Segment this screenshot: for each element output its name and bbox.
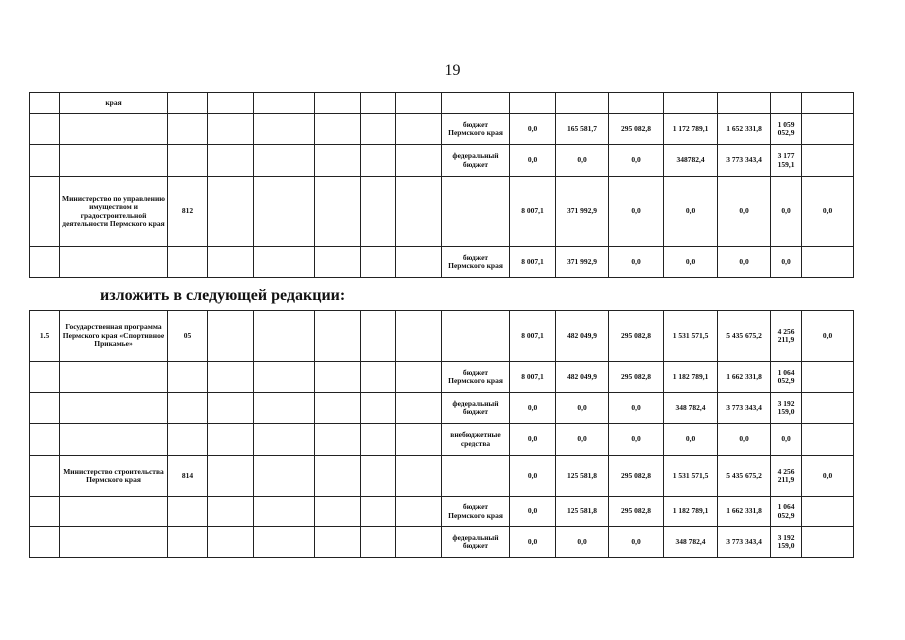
value-cell: 0,0 bbox=[802, 456, 854, 497]
empty-cell bbox=[396, 497, 442, 527]
value-cell: 1 182 789,1 bbox=[664, 362, 718, 393]
value-cell: 1 662 331,8 bbox=[718, 497, 771, 527]
empty-cell bbox=[361, 93, 396, 114]
funding-source-cell bbox=[442, 93, 510, 114]
value-cell: 348782,4 bbox=[664, 145, 718, 177]
funding-source-cell: бюджет Пермского края bbox=[442, 362, 510, 393]
value-cell: 3 773 343,4 bbox=[718, 145, 771, 177]
empty-cell bbox=[315, 424, 361, 456]
empty-cell bbox=[315, 527, 361, 558]
value-cell: 0,0 bbox=[609, 177, 664, 247]
value-cell: 1 531 571,5 bbox=[664, 456, 718, 497]
empty-cell bbox=[361, 247, 396, 278]
value-cell bbox=[802, 527, 854, 558]
table-row bbox=[30, 247, 854, 278]
value-cell: 1 172 789,1 bbox=[664, 114, 718, 145]
value-cell: 8 007,1 bbox=[510, 362, 556, 393]
value-cell: 0,0 bbox=[609, 424, 664, 456]
empty-cell bbox=[315, 311, 361, 362]
value-cell: 0,0 bbox=[556, 527, 609, 558]
value-cell bbox=[802, 145, 854, 177]
value-cell: 8 007,1 bbox=[510, 311, 556, 362]
empty-cell bbox=[396, 247, 442, 278]
table-row bbox=[30, 497, 854, 527]
value-cell: 295 082,8 bbox=[609, 456, 664, 497]
value-cell bbox=[802, 362, 854, 393]
row-code-cell: 814 bbox=[168, 456, 208, 497]
value-cell: 5 435 675,2 bbox=[718, 311, 771, 362]
value-cell: 0,0 bbox=[556, 393, 609, 424]
value-cell: 295 082,8 bbox=[609, 114, 664, 145]
empty-cell bbox=[254, 311, 315, 362]
empty-cell bbox=[254, 177, 315, 247]
empty-cell bbox=[315, 362, 361, 393]
row-name-cell bbox=[60, 424, 168, 456]
row-number-cell bbox=[30, 456, 60, 497]
value-cell: 0,0 bbox=[609, 393, 664, 424]
value-cell: 3 192 159,0 bbox=[771, 393, 802, 424]
value-cell: 1 531 571,5 bbox=[664, 311, 718, 362]
value-cell: 295 082,8 bbox=[609, 362, 664, 393]
row-number-cell bbox=[30, 527, 60, 558]
value-cell: 482 049,9 bbox=[556, 362, 609, 393]
value-cell: 3 192 159,0 bbox=[771, 527, 802, 558]
funding-source-cell bbox=[442, 311, 510, 362]
funding-source-cell: внебюджетные средства bbox=[442, 424, 510, 456]
value-cell: 0,0 bbox=[718, 247, 771, 278]
empty-cell bbox=[254, 527, 315, 558]
row-number-cell bbox=[30, 247, 60, 278]
value-cell bbox=[556, 93, 609, 114]
row-number-cell bbox=[30, 362, 60, 393]
empty-cell bbox=[254, 114, 315, 145]
empty-cell bbox=[315, 177, 361, 247]
empty-cell bbox=[396, 177, 442, 247]
row-name-cell bbox=[60, 527, 168, 558]
row-number-cell bbox=[30, 497, 60, 527]
empty-cell bbox=[254, 424, 315, 456]
value-cell: 0,0 bbox=[510, 114, 556, 145]
row-name-cell bbox=[60, 362, 168, 393]
value-cell: 0,0 bbox=[556, 145, 609, 177]
funding-source-cell: федеральный бюджет bbox=[442, 145, 510, 177]
empty-cell bbox=[361, 362, 396, 393]
value-cell: 4 256 211,9 bbox=[771, 456, 802, 497]
value-cell bbox=[718, 93, 771, 114]
value-cell bbox=[664, 93, 718, 114]
funding-source-cell: бюджет Пермского края bbox=[442, 497, 510, 527]
value-cell bbox=[802, 93, 854, 114]
value-cell: 1 059 052,9 bbox=[771, 114, 802, 145]
empty-cell bbox=[396, 145, 442, 177]
empty-cell bbox=[208, 311, 254, 362]
budget-table-old bbox=[29, 92, 854, 278]
row-number-cell bbox=[30, 93, 60, 114]
budget-table-new bbox=[29, 310, 854, 558]
value-cell: 371 992,9 bbox=[556, 177, 609, 247]
empty-cell bbox=[396, 362, 442, 393]
empty-cell bbox=[254, 362, 315, 393]
row-number-cell bbox=[30, 177, 60, 247]
value-cell: 4 256 211,9 bbox=[771, 311, 802, 362]
table-row bbox=[30, 177, 854, 247]
row-number-cell: 1.5 bbox=[30, 311, 60, 362]
row-number-cell bbox=[30, 114, 60, 145]
value-cell: 1 064 052,9 bbox=[771, 497, 802, 527]
value-cell: 0,0 bbox=[510, 145, 556, 177]
value-cell: 1 064 052,9 bbox=[771, 362, 802, 393]
value-cell: 1 182 789,1 bbox=[664, 497, 718, 527]
section-heading: изложить в следующей редакции: bbox=[100, 287, 346, 304]
value-cell: 0,0 bbox=[771, 177, 802, 247]
value-cell: 1 652 331,8 bbox=[718, 114, 771, 145]
table-row bbox=[30, 145, 854, 177]
table-row bbox=[30, 456, 854, 497]
value-cell: 0,0 bbox=[609, 145, 664, 177]
row-name-cell: Государственная программа Пермского края «Спортивное Прикамье» bbox=[60, 311, 168, 362]
value-cell: 0,0 bbox=[510, 424, 556, 456]
empty-cell bbox=[315, 456, 361, 497]
row-code-cell: 05 bbox=[168, 311, 208, 362]
row-code-cell bbox=[168, 362, 208, 393]
empty-cell bbox=[361, 311, 396, 362]
row-code-cell bbox=[168, 393, 208, 424]
value-cell: 348 782,4 bbox=[664, 527, 718, 558]
value-cell: 8 007,1 bbox=[510, 247, 556, 278]
empty-cell bbox=[361, 393, 396, 424]
value-cell: 348 782,4 bbox=[664, 393, 718, 424]
row-number-cell bbox=[30, 145, 60, 177]
funding-source-cell: бюджет Пермского края bbox=[442, 114, 510, 145]
empty-cell bbox=[208, 393, 254, 424]
value-cell: 0,0 bbox=[510, 393, 556, 424]
empty-cell bbox=[208, 424, 254, 456]
value-cell bbox=[802, 497, 854, 527]
value-cell: 5 435 675,2 bbox=[718, 456, 771, 497]
row-code-cell bbox=[168, 247, 208, 278]
value-cell: 295 082,8 bbox=[609, 497, 664, 527]
funding-source-cell bbox=[442, 456, 510, 497]
empty-cell bbox=[208, 247, 254, 278]
value-cell: 3 773 343,4 bbox=[718, 393, 771, 424]
row-code-cell bbox=[168, 424, 208, 456]
row-code-cell bbox=[168, 145, 208, 177]
row-name-cell bbox=[60, 497, 168, 527]
row-code-cell bbox=[168, 497, 208, 527]
empty-cell bbox=[254, 456, 315, 497]
value-cell: 0,0 bbox=[664, 177, 718, 247]
table-row bbox=[30, 114, 854, 145]
value-cell: 0,0 bbox=[664, 424, 718, 456]
value-cell: 0,0 bbox=[510, 527, 556, 558]
empty-cell bbox=[396, 311, 442, 362]
table2-body bbox=[30, 311, 854, 558]
value-cell: 125 581,8 bbox=[556, 456, 609, 497]
empty-cell bbox=[254, 93, 315, 114]
empty-cell bbox=[254, 145, 315, 177]
empty-cell bbox=[208, 114, 254, 145]
page-number: 19 bbox=[444, 62, 461, 79]
empty-cell bbox=[361, 114, 396, 145]
empty-cell bbox=[396, 424, 442, 456]
value-cell: 371 992,9 bbox=[556, 247, 609, 278]
row-number-cell bbox=[30, 424, 60, 456]
empty-cell bbox=[361, 145, 396, 177]
row-name-cell bbox=[60, 247, 168, 278]
empty-cell bbox=[396, 456, 442, 497]
empty-cell bbox=[361, 497, 396, 527]
empty-cell bbox=[254, 393, 315, 424]
table-row bbox=[30, 424, 854, 456]
empty-cell bbox=[315, 497, 361, 527]
value-cell: 0,0 bbox=[609, 247, 664, 278]
table-row bbox=[30, 527, 854, 558]
value-cell: 3 773 343,4 bbox=[718, 527, 771, 558]
empty-cell bbox=[396, 114, 442, 145]
value-cell: 0,0 bbox=[510, 497, 556, 527]
row-name-cell: Министерство строительства Пермского края bbox=[60, 456, 168, 497]
value-cell: 165 581,7 bbox=[556, 114, 609, 145]
empty-cell bbox=[361, 424, 396, 456]
empty-cell bbox=[396, 393, 442, 424]
funding-source-cell bbox=[442, 177, 510, 247]
row-name-cell bbox=[60, 145, 168, 177]
value-cell: 0,0 bbox=[771, 247, 802, 278]
empty-cell bbox=[254, 497, 315, 527]
value-cell: 8 007,1 bbox=[510, 177, 556, 247]
empty-cell bbox=[208, 145, 254, 177]
row-code-cell: 812 bbox=[168, 177, 208, 247]
value-cell: 0,0 bbox=[664, 247, 718, 278]
empty-cell bbox=[315, 393, 361, 424]
empty-cell bbox=[361, 527, 396, 558]
empty-cell bbox=[315, 114, 361, 145]
table1-body bbox=[30, 93, 854, 278]
empty-cell bbox=[208, 93, 254, 114]
value-cell bbox=[609, 93, 664, 114]
empty-cell bbox=[208, 177, 254, 247]
value-cell bbox=[510, 93, 556, 114]
value-cell: 0,0 bbox=[802, 177, 854, 247]
value-cell: 0,0 bbox=[771, 424, 802, 456]
value-cell: 295 082,8 bbox=[609, 311, 664, 362]
row-name-cell bbox=[60, 114, 168, 145]
value-cell bbox=[802, 393, 854, 424]
value-cell: 0,0 bbox=[556, 424, 609, 456]
value-cell: 125 581,8 bbox=[556, 497, 609, 527]
empty-cell bbox=[208, 456, 254, 497]
empty-cell bbox=[208, 497, 254, 527]
value-cell bbox=[771, 93, 802, 114]
value-cell: 0,0 bbox=[802, 311, 854, 362]
value-cell: 1 662 331,8 bbox=[718, 362, 771, 393]
empty-cell bbox=[315, 93, 361, 114]
row-code-cell bbox=[168, 527, 208, 558]
empty-cell bbox=[254, 247, 315, 278]
empty-cell bbox=[208, 527, 254, 558]
table-row bbox=[30, 93, 854, 114]
row-code-cell bbox=[168, 93, 208, 114]
value-cell: 0,0 bbox=[718, 424, 771, 456]
value-cell: 3 177 159,1 bbox=[771, 145, 802, 177]
row-code-cell bbox=[168, 114, 208, 145]
row-name-cell: Министерство по управлению имуществом и градостроительной деятельности Пермского края bbox=[60, 177, 168, 247]
table-row bbox=[30, 362, 854, 393]
empty-cell bbox=[315, 145, 361, 177]
funding-source-cell: федеральный бюджет bbox=[442, 527, 510, 558]
empty-cell bbox=[396, 527, 442, 558]
table-row bbox=[30, 311, 854, 362]
value-cell: 0,0 bbox=[510, 456, 556, 497]
value-cell: 482 049,9 bbox=[556, 311, 609, 362]
row-name-cell bbox=[60, 393, 168, 424]
value-cell bbox=[802, 424, 854, 456]
empty-cell bbox=[361, 177, 396, 247]
table-row bbox=[30, 393, 854, 424]
value-cell bbox=[802, 114, 854, 145]
row-name-cell: края bbox=[60, 93, 168, 114]
value-cell: 0,0 bbox=[609, 527, 664, 558]
row-number-cell bbox=[30, 393, 60, 424]
funding-source-cell: бюджет Пермского края bbox=[442, 247, 510, 278]
empty-cell bbox=[315, 247, 361, 278]
funding-source-cell: федеральный бюджет bbox=[442, 393, 510, 424]
empty-cell bbox=[361, 456, 396, 497]
empty-cell bbox=[208, 362, 254, 393]
value-cell bbox=[802, 247, 854, 278]
empty-cell bbox=[396, 93, 442, 114]
value-cell: 0,0 bbox=[718, 177, 771, 247]
